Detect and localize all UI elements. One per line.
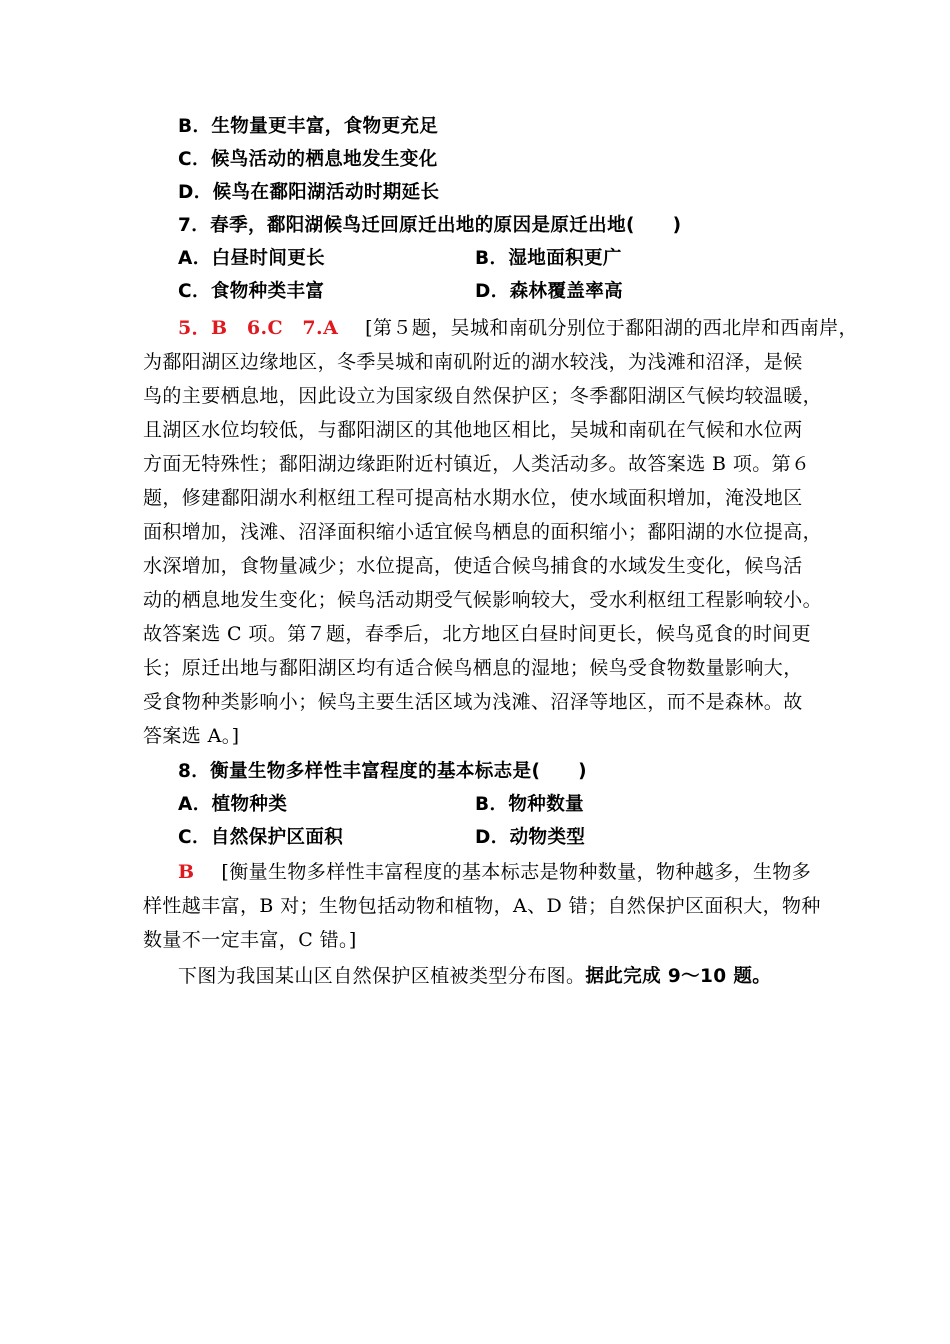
answer-8-key: B [178,861,195,883]
q8-option-a: A．植物种类 [178,794,288,815]
answer-5-7-line-10: 故答案选 C 项。第７题，春季后，北方地区白昼时间更长，候鸟觅食的时间更 [143,623,812,645]
answer-5-7-line-8: 水深增加，食物量减少；水位提高，使适合候鸟捕食的水域发生变化，候鸟活 [143,555,803,577]
q7-option-b: B．湿地面积更广 [475,248,622,269]
q7-option-d: D．森林覆盖率高 [475,281,624,302]
answer-8-line-1 [178,859,811,885]
answer-8-text: [衡量生物多样性丰富程度的基本标志是物种数量，物种越多，生物多 [221,861,812,883]
q8-option-b: B．物种数量 [475,794,585,815]
answer-5-7-line-2: 为鄱阳湖区边缘地区，冬季吴城和南矶附近的湖水较浅，为浅滩和沼泽，是候 [143,351,803,373]
intro-9-10-part1: 下图为我国某山区自然保护区植被类型分布图。 [178,965,586,987]
answer-5-7-line-9: 动的栖息地发生变化；候鸟活动期受气候影响较大，受水利枢纽工程影响较小。 [143,589,823,611]
q7-option-a: A．白昼时间更长 [178,248,326,269]
answer-5-7-line-3: 鸟的主要栖息地，因此设立为国家级自然保护区；冬季鄱阳湖区气候均较温暖， [143,385,823,407]
answer-5-7-line-4: 且湖区水位均较低，与鄱阳湖区的其他地区相比，吴城和南矶在气候和水位两 [143,419,803,441]
answer-5-7-text: [第５题，吴城和南矶分别位于鄱阳湖的西北岸和西南岸， [365,317,858,339]
answer-5-7-line-7: 面积增加，浅滩、沼泽面积缩小适宜候鸟栖息的面积缩小；鄱阳湖的水位提高， [143,521,823,543]
q8-option-c: C．自然保护区面积 [178,827,344,848]
answer-8-line-3: 数量不一定丰富，C 错。] [143,929,357,951]
answer-8-line-2: 样性越丰富，B 对；生物包括动物和植物，A、D 错；自然保护区面积大，物种 [143,895,821,917]
q7-stem: 7．春季，鄱阳湖候鸟迁回原迁出地的原因是原迁出地( ) [178,215,682,236]
intro-9-10-part2: 据此完成 9～10 题。 [585,966,772,987]
answer-5-7-keys: 5．B 6.C 7.A [178,317,339,339]
answer-5-7-line-11: 长；原迁出地与鄱阳湖区均有适合候鸟栖息的湿地；候鸟受食物数量影响大， [143,657,803,679]
q6-option-b: B．生物量更丰富，食物更充足 [178,116,439,137]
q8-stem: 8．衡量生物多样性丰富程度的基本标志是( ) [178,761,587,782]
answer-5-7-line-1 [178,315,858,341]
q8-option-d: D．动物类型 [475,827,586,848]
intro-9-10 [178,963,771,990]
answer-5-7-line-13: 答案选 A。] [143,725,240,747]
q6-option-d: D．候鸟在鄱阳湖活动时期延长 [178,182,440,203]
q7-option-c: C．食物种类丰富 [178,281,325,302]
answer-5-7-line-12: 受食物种类影响小；候鸟主要生活区域为浅滩、沼泽等地区，而不是森林。故 [143,691,803,713]
answer-5-7-line-6: 题，修建鄱阳湖水利枢纽工程可提高枯水期水位，使水域面积增加，淹没地区 [143,487,803,509]
answer-5-7-line-5: 方面无特殊性；鄱阳湖边缘距附近村镇近，人类活动多。故答案选 B 项。第６ [143,453,811,475]
q6-option-c: C．候鸟活动的栖息地发生变化 [178,149,438,170]
